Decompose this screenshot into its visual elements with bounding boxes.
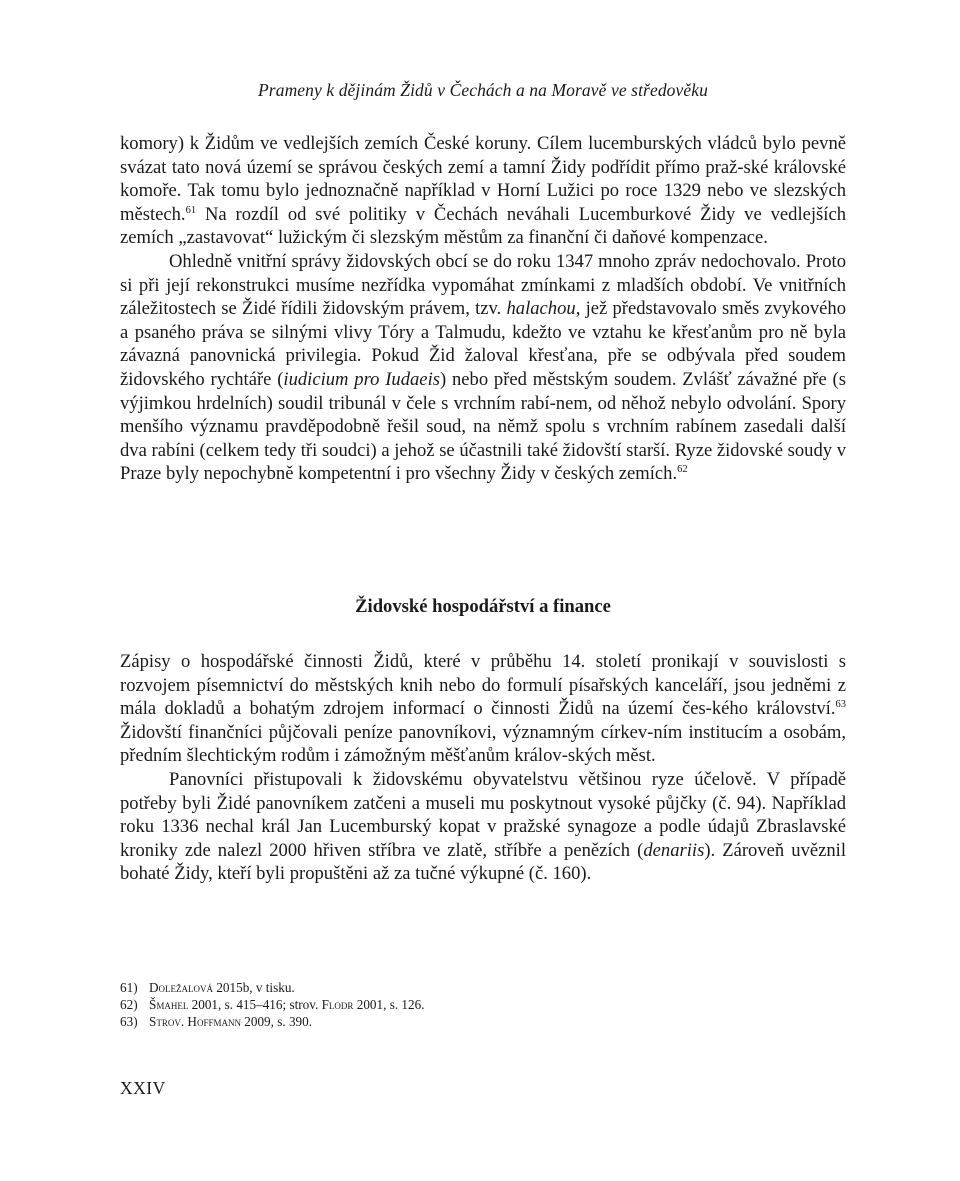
paragraph-2-text-a: Ohledně vnitřní správy židovských obcí se do roku 1347 mnoho zpráv nedochovalo. Proto si při její rekonstrukci musíme nezřídka vypomáhat zmínkami z mladších období. Ve vnitřních záležitostech se Židé řídili židovským právem, tzv. (120, 250, 846, 320)
running-head: Prameny k dějinám Židů v Čechách a na Moravě ve středověku (258, 80, 708, 100)
footnotes (120, 979, 846, 1031)
section-heading: Židovské hospodářství a finance (355, 596, 611, 617)
footnote-author: Doležalová (149, 980, 214, 995)
paragraph-3-text-a: Zápisy o hospodářské činnosti Židů, které v průběhu 14. století pronikají v souvislosti s rozvojem písemnictví do městských knih nebo do formulí písařských kanceláří, jsou jedněmi z mála dokladů a bohatým zdrojem informací o činnosti Židů na území čes-kého království. (120, 651, 846, 720)
footnote-61 (120, 979, 846, 996)
paragraph-3-text-b: Židovští finančníci půjčovali peníze panovníkovi, významným církev-ním institucím a osobám, předním šlechtickým rodům i zámožným měšťanům králov-ských měst. (120, 721, 846, 767)
paragraph-4-text-b: ). Zároveň uvěznil bohaté Židy, kteří byli propuštěni až za tučné výkupné (č. 160). (120, 839, 846, 885)
footnote-citation: 2001, s. 126. (353, 997, 425, 1013)
footnote-author: Strov. Hoffmann (149, 1014, 241, 1030)
paragraph-4-italic-denariis: denariis (643, 839, 705, 861)
paragraph-1 (120, 132, 846, 250)
paragraph-4-text-a: Panovníci přistupovali k židovskému obyvatelstvu většinou ryze účelově. V případě potřeby byli Židé panovníkem zatčeni a museli mu poskytnout vysoké půjčky (č. 94). Například roku 1336 nechal král Jan Lucemburský kopat v pražské synagoze a podle údajů Zbraslavské kroniky zde nalezl 2000 hřiven stříbra ve zlatě, stříbře a penězích ( (120, 768, 846, 861)
footnote-text (149, 1013, 312, 1030)
footnote-author-2: Flodr (321, 997, 354, 1013)
paragraph-2-text-c: ) nebo před městským soudem. Zvlášť závažné pře (s výjimkou hrdelních) soudil tribunál v čele s vrchním rabí-nem, od něhož nebylo odvolání. Spory menšího významu pravděpodobně řešil soud, na němž spolu s vrchním rabínem zasedali další dva rabíni (celkem tedy tři soudci) a jehož se účastnili také židovští starší. Ryze židovské soudy v Praze byly nepochybně kompetentní i pro všechny Židy v českých zemích. (120, 368, 846, 485)
paragraph-3 (120, 650, 846, 768)
footnote-author: Šmahel (149, 997, 189, 1013)
paragraph-4 (120, 768, 846, 886)
footnote-ref-62[interactable]: 62 (677, 464, 688, 476)
footnote-62 (120, 996, 846, 1013)
footnote-text (149, 996, 425, 1013)
footnote-citation: 2009, s. 390. (240, 1014, 313, 1030)
footnote-text (149, 979, 295, 996)
footnote-citation: 2015b, v tisku. (213, 980, 295, 995)
footnote-ref-61[interactable]: 61 (185, 204, 197, 216)
footnote-63 (120, 1013, 846, 1030)
page-number: XXIV (120, 1078, 166, 1098)
footnote-number: 61) (120, 980, 138, 995)
text-block-lower (120, 650, 846, 886)
text-block-upper (120, 132, 846, 486)
footnote-ref-63[interactable]: 63 (835, 699, 846, 711)
paragraph-2 (120, 250, 846, 486)
footnote-number: 63) (120, 1014, 138, 1030)
footnote-number: 62) (120, 997, 138, 1013)
paragraph-2-italic-iudicium: iudicium pro Iudaeis (283, 368, 440, 390)
paragraph-1-text-a: komory) k Židům ve vedlejších zemích České koruny. Cílem lucemburských vládců bylo pevně svázat tato nová území se správou českých zemí a tamní Židy podřídit přímo praž-ské královské komoře. Tak tomu bylo jednoznačně například v Horní Lužici po roce 1329 nebo ve slezských městech. (120, 133, 846, 225)
paragraph-2-text-b: , jež představovalo směs zvykového a psaného práva se silnými vlivy Tóry a Talmudu, kdežto ve vztahu ke křesťanům pro ně byla závazná panovnická privilegia. Pokud Žid žaloval křesťana, pře se odbývala před soudem židovského rychtáře ( (120, 298, 846, 390)
footnote-citation-mid: 2001, s. 415–416; strov. (188, 997, 322, 1013)
paragraph-1-text-b: Na rozdíl od své politiky v Čechách neváhali Lucemburkové Židy ve vedlejších zemích „zastavovat“ lužickým či slezským městům za finanční či daňové kompenzace. (120, 203, 846, 249)
paragraph-2-italic-halachou: halachou (506, 298, 576, 320)
